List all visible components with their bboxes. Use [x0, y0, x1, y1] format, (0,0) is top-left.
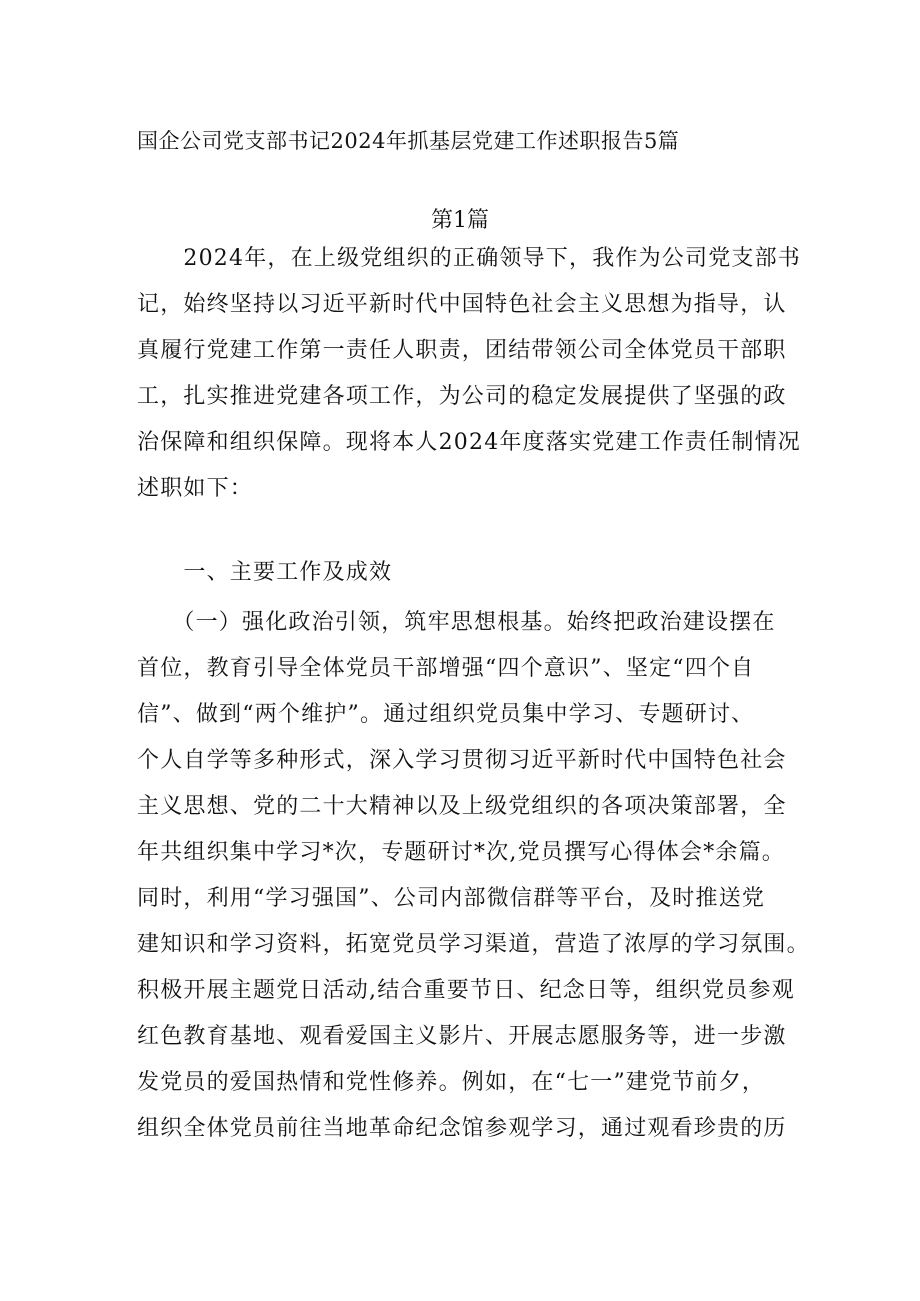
text-line: 年共组织集中学习*次，专题研讨*次,党员撰写心得体会*余篇。 [137, 840, 785, 865]
text-line: 工，扎实推进党建各项工作，为公司的稳定发展提供了坚强的政 [137, 384, 787, 409]
text-line: 组织全体党员前往当地革命纪念馆参观学习，通过观看珍贵的历 [137, 1116, 787, 1141]
text-line: 红色教育基地、观看爱国主义影片、开展志愿服务等，进一步激 [137, 1024, 787, 1049]
text-line: 首位，教育引导全体党员干部增强“四个意识”、坚定“四个自 [137, 656, 755, 681]
text-line: 发党员的爱国热情和党性修养。例如，在“七一”建党节前夕， [137, 1070, 766, 1095]
text-line: 真履行党建工作第一责任人职责，团结带领公司全体党员干部职 [137, 338, 787, 363]
text-line: 述职如下： [137, 476, 254, 501]
text-line: 记，始终坚持以习近平新时代中国特色社会主义思想为指导，认 [137, 292, 787, 317]
text-line: 建知识和学习资料，拓宽党员学习渠道，营造了浓厚的学习氛围。 [137, 932, 810, 957]
text-line: 2024年，在上级党组织的正确领导下，我作为公司党支部书 [137, 246, 801, 271]
intro-paragraph [137, 236, 801, 512]
text-line: 主义思想、党的二十大精神以及上级党组织的各项决策部署，全 [137, 794, 787, 819]
section-heading [137, 550, 797, 596]
document-title: 国企公司党支部书记2024年抓基层党建工作述职报告5篇 [137, 129, 680, 153]
text-line: 积极开展主题党日活动,结合重要节日、纪念日等，组织党员参观 [137, 978, 795, 1003]
chapter-heading: 第1篇 [431, 208, 489, 233]
text-line: 治保障和组织保障。现将本人2024年度落实党建工作责任制情况 [137, 430, 801, 455]
section-one-paragraph [137, 600, 810, 1152]
text-line: （一）强化政治引领，筑牢思想根基。始终把政治建设摆在 [137, 610, 776, 635]
section-heading-text: 一、主要工作及成效 [137, 560, 393, 585]
text-line: 信”、做到“两个维护”。通过组织党员集中学习、专题研讨、 [137, 702, 755, 727]
text-line: 同时，利用“学习强国”、公司内部微信群等平台，及时推送党 [137, 886, 766, 911]
text-line: 个人自学等多种形式，深入学习贯彻习近平新时代中国特色社会 [137, 748, 787, 773]
